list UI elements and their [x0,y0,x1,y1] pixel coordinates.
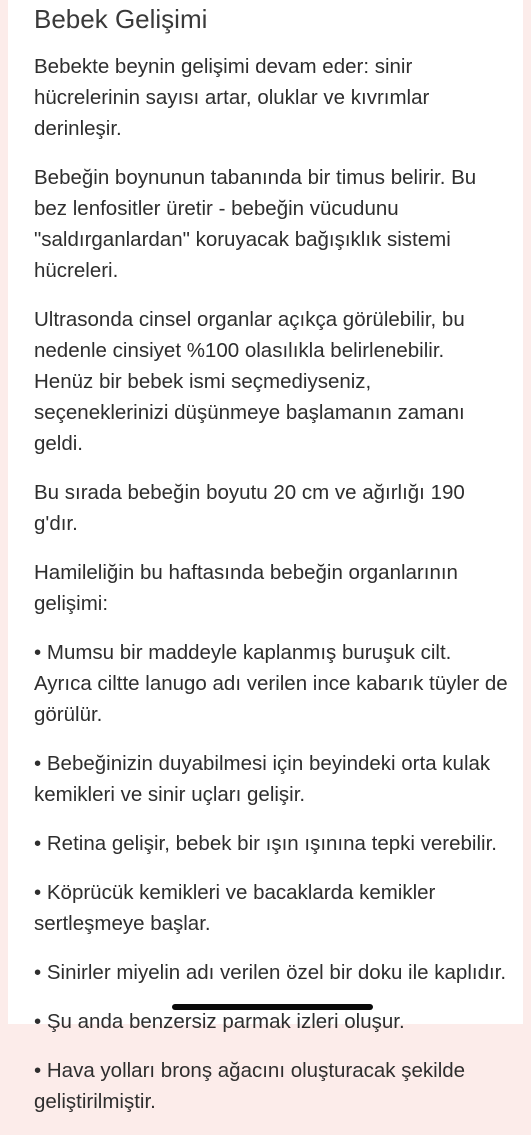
list-item-bones: • Köprücük kemikleri ve bacaklarda kemikler sertleşmeye başlar. [34,881,436,935]
paragraph-brain-development: Bebekte beynin gelişimi devam eder: sinir hücrelerinin sayısı artar, oluklar ve kıvrımlar derinleşir. [34,55,430,140]
list-item-skin: • Mumsu bir maddeyle kaplanmış buruşuk cilt. Ayrıca ciltte lanugo adı verilen ince kabarık tüyler de görülür. [34,641,508,726]
paragraph-ultrasound: Ultrasonda cinsel organlar açıkça görülebilir, bu nedenle cinsiyet %100 olasılıkla belirlenebilir. Henüz bir bebek ismi seçmediyseniz, seçeneklerinizi düşünmeye başlamanın zamanı geldi. [34,308,465,455]
list-item-retina: • Retina gelişir, bebek bir ışın ışınına tepki verebilir. [34,832,497,855]
article-title: Bebek Gelişimi [34,4,208,34]
article-content[interactable] [34,0,508,1135]
paragraph-size-weight: Bu sırada bebeğin boyutu 20 cm ve ağırlığı 190 g'dır. [34,481,465,535]
list-item-nerves: • Sinirler miyelin adı verilen özel bir doku ile kaplıdır. [34,961,507,984]
list-item-airways: • Hava yolları bronş ağacını oluşturacak şekilde geliştirilmiştir. [34,1059,466,1113]
article-body [34,51,508,1117]
list-item-hearing: • Bebeğinizin duyabilmesi için beyindeki orta kulak kemikleri ve sinir uçları gelişir. [34,752,491,806]
home-indicator[interactable] [172,1004,373,1010]
paragraph-thymus: Bebeğin boynunun tabanında bir timus belirir. Bu bez lenfositler üretir - bebeğin vücudunu "saldırganlardan" koruyacak bağışıklık sistemi hücreleri. [34,166,477,282]
paragraph-organs-intro: Hamileliğin bu haftasında bebeğin organlarının gelişimi: [34,561,458,615]
list-item-fingerprints: • Şu anda benzersiz parmak izleri oluşur. [34,1010,405,1033]
article-screen [8,0,523,1113]
